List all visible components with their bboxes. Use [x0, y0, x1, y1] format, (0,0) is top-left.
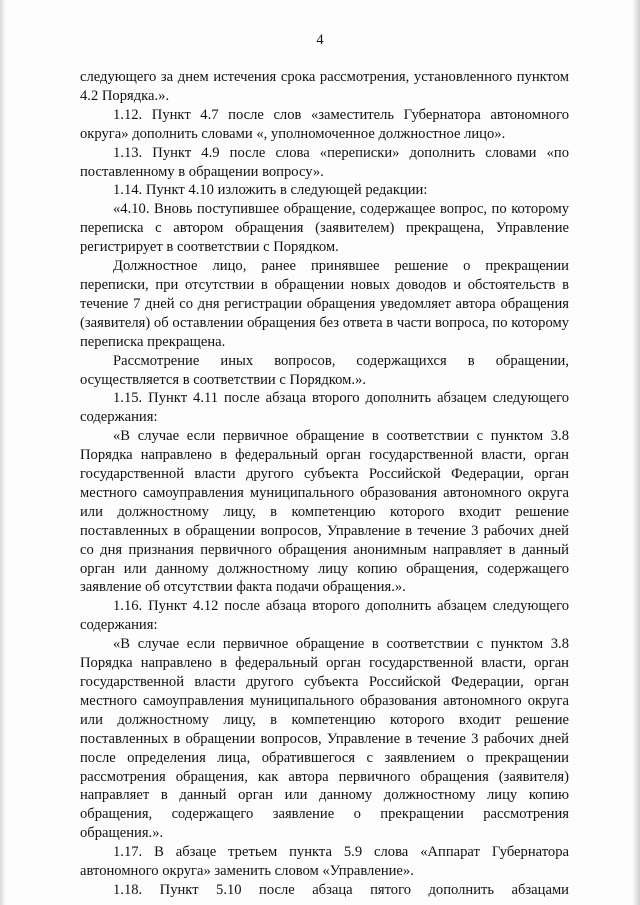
paragraph-official-person: Должностное лицо, ранее принявшее решение о прекращении переписки, при отсутствии в обращении новых доводов и обстоятельств в течение 7 дней со дня регистрации обращения уведомляет автора обращения (заявителя) об оставлении обращения без ответа в части вопроса, по которому переписка прекращена.	[80, 258, 569, 350]
document-body	[80, 68, 569, 900]
paragraph-continuation: следующего за днем истечения срока рассмотрения, установленного пунктом 4.2 Порядка.».	[80, 69, 569, 104]
paragraph-other-questions: Рассмотрение иных вопросов, содержащихся в обращении, осуществляется в соответствии с Порядком.».	[80, 352, 569, 388]
scan-edge-left	[0, 0, 6, 905]
page-number: 4	[316, 32, 324, 48]
paragraph-1-16-quote: «В случае если первичное обращение в соответствии с пунктом 3.8 Порядка направлено в федеральный орган государственной власти, орган государственной власти другого субъекта Российской Федерации, орган местного самоуправления муниципального образования автономного округа или должностному лицу, в компетенцию которого входит решение поставленных в обращении вопросов, Управление в течение 3 рабочих дней после определения лица, обратившегося с заявлением о прекращении рассмотрения обращения, как автора первичного обращения (заявителя) направляет в данный орган или данному должностному лицу копию обращения, содержащего заявление о прекращении рассмотрения обращения.».	[80, 636, 569, 842]
paragraph-1-14: 1.14. Пункт 4.10 изложить в следующей редакции:	[113, 182, 428, 199]
paragraph-1-16: 1.16. Пункт 4.12 после абзаца второго дополнить абзацем следующего содержания:	[80, 598, 569, 634]
paragraph-1-15-quote: «В случае если первичное обращение в соответствии с пунктом 3.8 Порядка направлено в федеральный орган государственной власти, орган государственной власти другого субъекта Российской Федерации, орган местного самоуправления муниципального образования автономного округа или должностному лицу, в компетенцию которого входит решение поставленных в обращении вопросов, Управление в течение 3 рабочих дней со дня признания первичного обращения анонимным направляет в данный орган или данному должностному лицу копию обращения, содержащего заявление об отсутствии факта подачи обращения.».	[80, 428, 569, 596]
paragraph-1-12: 1.12. Пункт 4.7 после слов «заместитель Губернатора автономного округа» дополнить словами «, уполномоченное должностное лицо».	[80, 106, 569, 142]
scan-edge-right	[632, 0, 640, 905]
paragraph-1-18: 1.18. Пункт 5.10 после абзаца пятого дополнить абзацами	[113, 881, 569, 898]
paragraph-4-10-quote: «4.10. Вновь поступившее обращение, содержащее вопрос, по которому переписка с автором обращения (заявителем) прекращена, Управление регистрирует в соответствии с Порядком.	[80, 201, 569, 256]
paragraph-1-15: 1.15. Пункт 4.11 после абзаца второго дополнить абзацем следующего содержания:	[80, 390, 569, 426]
paragraph-1-17: 1.17. В абзаце третьем пункта 5.9 слова «Аппарат Губернатора автономного округа» заменить словом «Управление».	[80, 844, 569, 880]
paragraph-1-13: 1.13. Пункт 4.9 после слова «переписки» дополнить словами «по поставленному в обращении вопросу».	[80, 144, 569, 180]
